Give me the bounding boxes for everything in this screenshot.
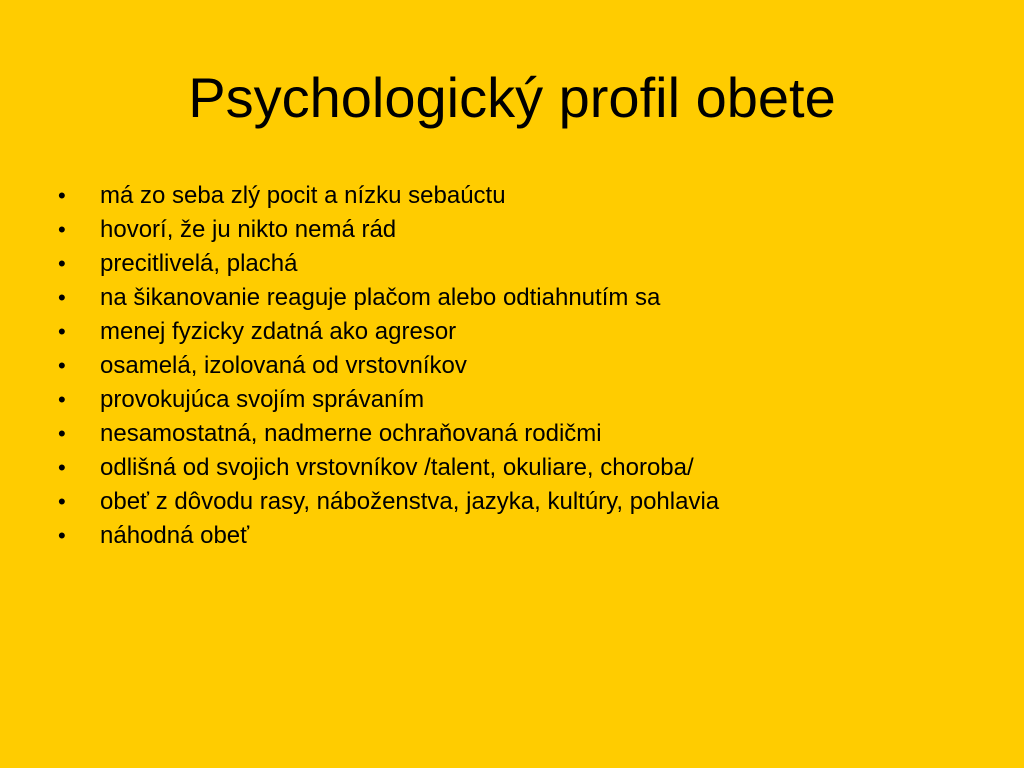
bullet-item xyxy=(58,383,719,417)
bullet-text: nesamostatná, nadmerne ochraňovaná rodičmi xyxy=(100,420,602,447)
bullet-dot-icon: • xyxy=(58,251,66,276)
bullet-text: náhodná obeť xyxy=(100,522,250,549)
bullet-text: hovorí, že ju nikto nemá rád xyxy=(100,216,397,243)
bullet-text: na šikanovanie reaguje plačom alebo odtiahnutím sa xyxy=(100,284,661,311)
bullet-dot-icon: • xyxy=(58,285,66,310)
bullet-dot-icon: • xyxy=(58,217,66,242)
bullet-dot-icon: • xyxy=(58,455,66,480)
bullet-dot-icon: • xyxy=(58,421,66,446)
slide-title: Psychologický profil obete xyxy=(188,66,836,129)
bullet-text: odlišná od svojich vrstovníkov /talent, okuliare, choroba/ xyxy=(100,454,694,481)
bullet-dot-icon: • xyxy=(58,523,66,548)
bullet-text: má zo seba zlý pocit a nízku sebaúctu xyxy=(100,182,506,209)
bullet-item xyxy=(58,485,719,519)
bullet-item xyxy=(58,247,719,281)
bullet-dot-icon: • xyxy=(58,353,66,378)
bullet-text: precitlivelá, plachá xyxy=(100,250,298,277)
bullet-item xyxy=(58,451,719,485)
bullet-item xyxy=(58,349,719,383)
bullet-item xyxy=(58,417,719,451)
bullet-item xyxy=(58,281,719,315)
bullet-list xyxy=(58,179,719,553)
bullet-item xyxy=(58,179,719,213)
bullet-dot-icon: • xyxy=(58,183,66,208)
bullet-text: menej fyzicky zdatná ako agresor xyxy=(100,318,457,345)
bullet-item xyxy=(58,315,719,349)
bullet-dot-icon: • xyxy=(58,387,66,412)
bullet-dot-icon: • xyxy=(58,319,66,344)
bullet-item xyxy=(58,519,719,553)
bullet-item xyxy=(58,213,719,247)
bullet-text: obeť z dôvodu rasy, náboženstva, jazyka, kultúry, pohlavia xyxy=(100,488,720,515)
bullet-text: osamelá, izolovaná od vrstovníkov xyxy=(100,352,467,379)
bullet-dot-icon: • xyxy=(58,489,66,514)
bullet-text: provokujúca svojím správaním xyxy=(100,386,425,413)
